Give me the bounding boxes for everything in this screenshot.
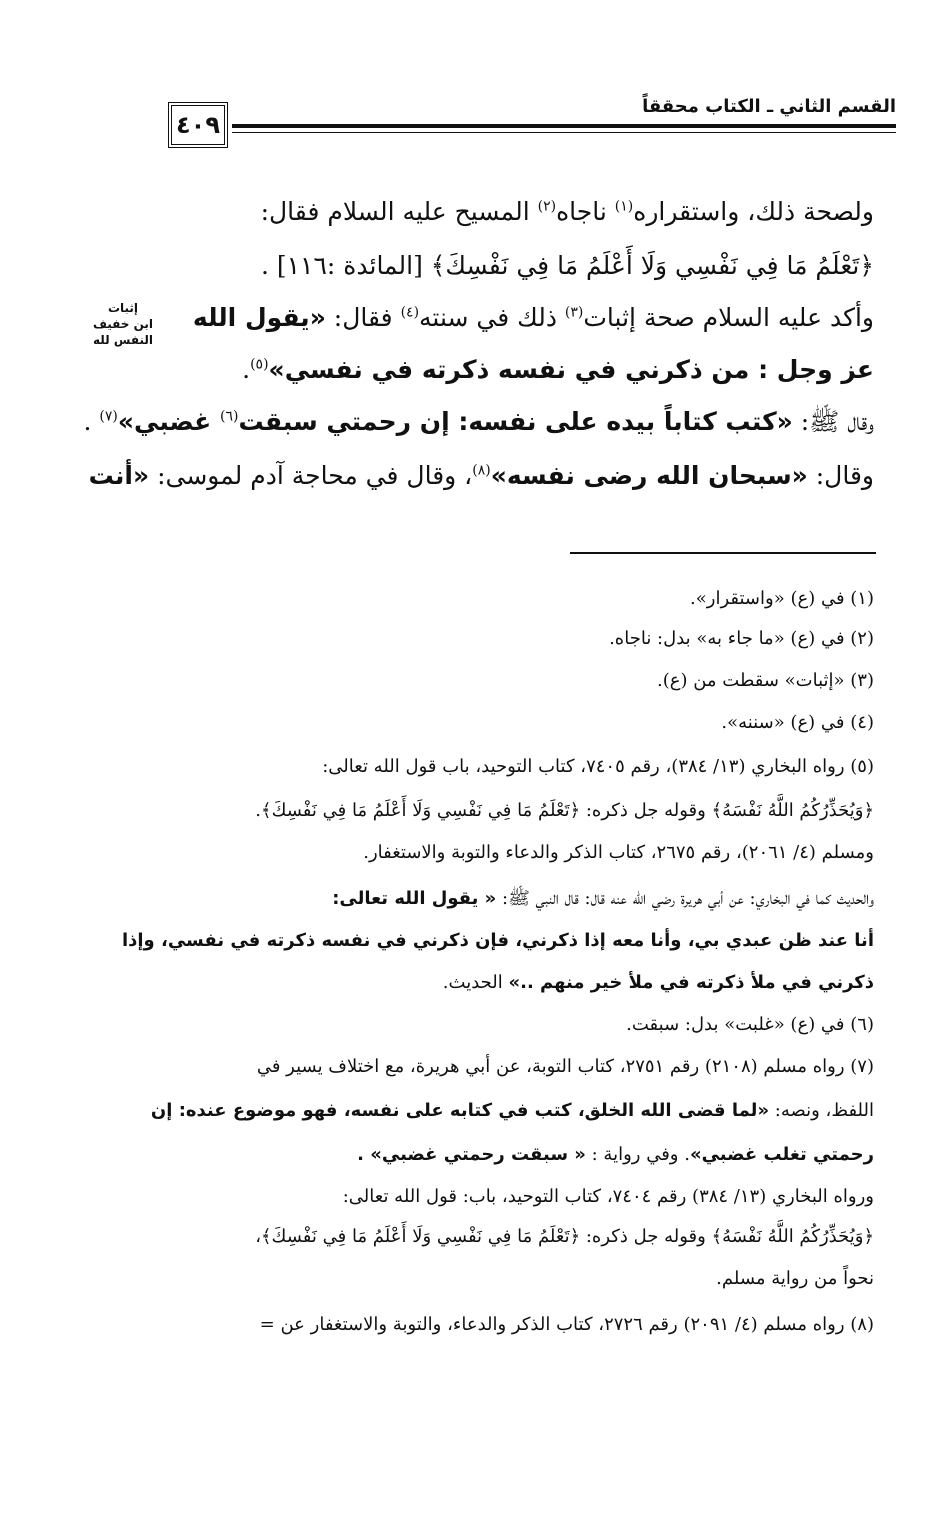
footnote-ref: (٤) [400,304,420,321]
body-line-2 [261,246,874,286]
page-number-box [168,102,228,148]
footnote-ref: (١) [614,198,634,215]
footnote-5-line-5: أنا عند ظن عبدي بي، وأنا معه إذا ذكرني، فإن ذكرني في نفسه ذكرته في نفسي، وإذا [121,930,874,951]
footnote-3: (٣) «إثبات» سقطت من (ع). [657,670,874,691]
margin-note-line: إثبات [107,301,139,315]
footnote-ref: (٥) [250,356,269,373]
footnote-8: (٨) رواه مسلم (٤/ ٢٠٩١) رقم ٢٧٢٦، كتاب الذكر والدعاء، والتوبة والاستغفار عن = [259,1314,874,1335]
footnote-4: (٤) في (ع) «سننه». [721,712,874,733]
page-number: ٤٠٩ [176,111,220,139]
body-line-4: عز وجل : من ذكرني في نفسه ذكرته في نفسي»$^{(٥)}$. [242,355,874,384]
footnote-ref: (٣) [564,304,584,321]
body-line-5: وقال ﷺ: «كتب كتاباً بيده على نفسه: إن رحمتي سبقت$^{(٦)}$ غضبي»$^{(٧)}$ . [83,407,874,436]
footnote-ref: (٢) [537,198,557,215]
quran-verse: ﴿تَعْلَمُ مَا فِي نَفْسِي وَلَا أَعْلَمُ مَا فِي نَفْسِكَ﴾ [المائدة :١١٦] . [260,251,874,280]
footnote-5-line-4: والحديث كما في البخاري: عن أبي هريرة رضي الله عنه قال: قال النبي ﷺ: « يقول الله تعالى: [332,888,874,909]
running-title: القسم الثاني ـ الكتاب محققاً [642,96,896,117]
footnote-6: (٦) في (ع) «غلبت» بدل: سبقت. [626,1014,874,1035]
margin-note-line: ابن خفيف [92,317,154,331]
footnote-separator [570,552,876,554]
footnote-7-line-2: اللفظ، ونصه: «لما قضى الله الخلق، كتب في كتابه على نفسه، فهو موضوع عنده: إن [150,1100,874,1121]
body-line-1: ولصحة ذلك، واستقراره$^{(١)}$ ناجاه$^{(٢)}$ المسيح عليه السلام فقال: [260,197,874,226]
footnote-5-line-1: (٥) رواه البخاري (١٣/ ٣٨٤)، رقم ٧٤٠٥، كتاب التوحيد، باب قول الله تعالى: [322,756,874,777]
footnote-ref: (٦) [219,408,239,425]
footnote-7-line-1: (٧) رواه مسلم (٢١٠٨) رقم ٢٧٥١، كتاب التوبة، عن أبي هريرة، مع اختلاف يسير في [256,1056,874,1077]
header-rule-thick [232,124,896,128]
footnote-7-line-4: ورواه البخاري (١٣/ ٣٨٤) رقم ٧٤٠٤، كتاب التوحيد، باب: قول الله تعالى: [342,1186,874,1207]
footnote-5-line-3: ومسلم (٤/ ٢٠٦١)، رقم ٢٦٧٥، كتاب الذكر والدعاء والتوبة والاستغفار. [363,842,874,863]
footnote-7-line-3: رحمتي تغلب غضبي». وفي رواية : « سبقت رحمتي غضبي» . [357,1144,874,1165]
margin-note-line: النفس لله [93,333,153,347]
footnote-5-line-2: ﴿وَيُحَذِّرُكُمُ اللَّهُ نَفْسَهُ﴾ وقوله جل ذكره: ﴿تَعْلَمُ مَا فِي نَفْسِي وَلَا أَعْلَمُ مَا فِي نَفْسِكَ﴾. [255,800,874,821]
footnote-1: (١) في (ع) «واستقرار». [690,588,874,609]
footnote-5-line-6: ذكرني في ملأ ذكرته في ملأ خير منهم ..» الحديث. [442,972,874,993]
footnote-ref: (٧) [99,408,118,425]
footnote-7-line-5: ﴿وَيُحَذِّرُكُمُ اللَّهُ نَفْسَهُ﴾ وقوله جل ذكره: ﴿تَعْلَمُ مَا فِي نَفْسِي وَلَا أَعْلَمُ مَا فِي نَفْسِكَ﴾، [255,1226,874,1247]
footnote-7-line-6: نحواً من رواية مسلم. [716,1268,874,1289]
body-line-3: وأكد عليه السلام صحة إثبات$^{(٣)}$ ذلك في سنته$^{(٤)}$ فقال: «يقول الله [192,303,874,332]
footnote-2: (٢) في (ع) «ما جاء به» بدل: ناجاه. [609,628,874,649]
footnote-ref: (٨) [472,462,491,479]
margin-note [80,300,166,348]
body-line-6: وقال: «سبحان الله رضى نفسه»$^{(٨)}$، وقال في محاجة آدم لموسى: «أنت [88,461,874,490]
page-header [0,0,946,160]
header-rule-thin [232,132,896,133]
